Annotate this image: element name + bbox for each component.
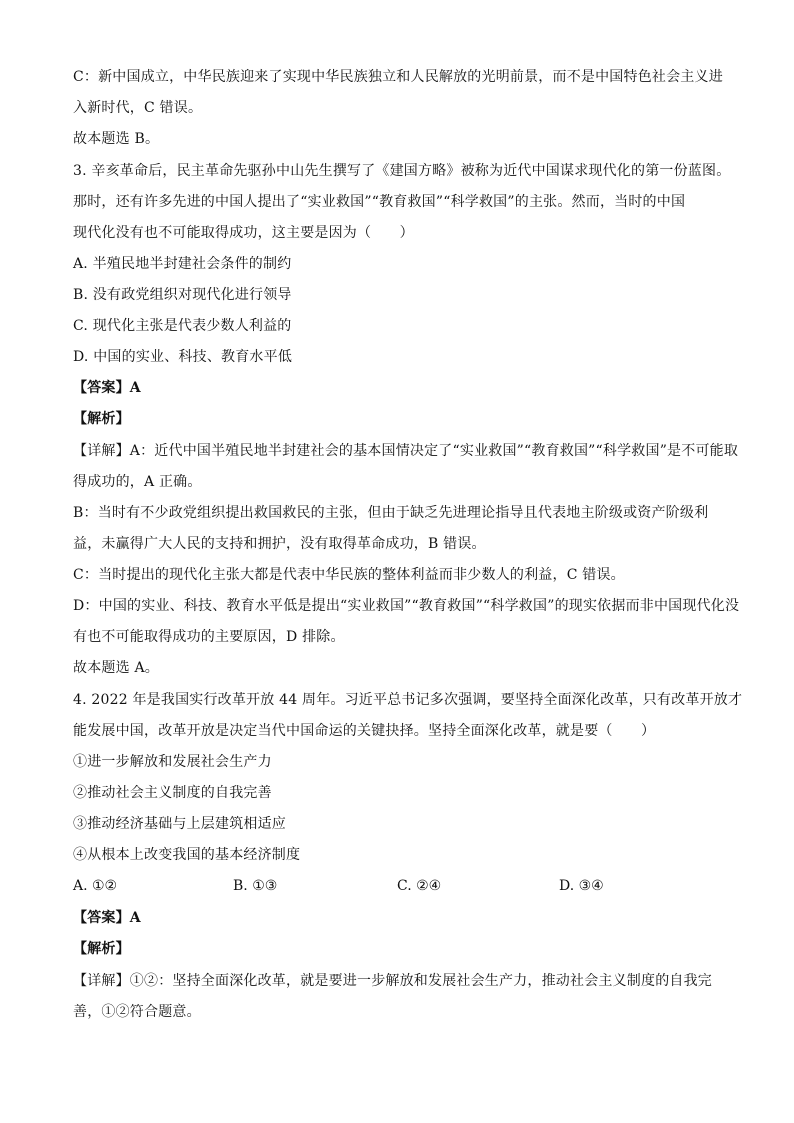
answer-label: 【答案】A [73, 380, 141, 396]
question-3-option-b: B. 没有政党组织对现代化进行领导 [73, 287, 292, 303]
explanation-line: 【详解】①②：坚持全面深化改革，就是要进一步解放和发展社会生产力，推动社会主义制度的自我完 [73, 973, 712, 989]
explanation-line: 善，①②符合题意。 [73, 1004, 201, 1020]
question-3-option-d: D. 中国的实业、科技、教育水平低 [73, 349, 293, 365]
explanation-line: 得成功的，A 正确。 [73, 474, 202, 490]
question-3-stem: 现代化没有也不可能取得成功，这主要是因为（ ） [73, 225, 414, 241]
explanation-line: 益，未赢得广大人民的支持和拥护，没有取得革命成功，B 错误。 [73, 536, 486, 552]
question-4-option-c: C. ②④ [397, 878, 442, 894]
question-4-statement: ②推动社会主义制度的自我完善 [73, 785, 272, 801]
analysis-label: 【解析】 [73, 941, 130, 957]
question-4-stem: 4. 2022 年是我国实行改革开放 44 周年。习近平总书记多次强调，要坚持全面深化改革，只有改革开放才 [73, 692, 743, 708]
text-line: C：新中国成立，中华民族迎来了实现中华民族独立和人民解放的光明前景，而不是中国特色社会主义进 [73, 69, 723, 85]
explanation-line: 有也不可能取得成功的主要原因，D 排除。 [73, 629, 345, 645]
question-4-option-d: D. ③④ [559, 878, 604, 894]
explanation-line: D：中国的实业、科技、教育水平低是提出“实业救国”“教育救国”“科学救国”的现实依据而非中国现代化没 [73, 598, 740, 614]
explanation-line: C：当时提出的现代化主张大都是代表中华民族的整体利益而非少数人的利益，C 错误。 [73, 567, 625, 583]
question-4-statement: ④从根本上改变我国的基本经济制度 [73, 847, 301, 863]
question-3-stem: 那时，还有许多先进的中国人提出了“实业救国”“教育救国”“科学救国”的主张。然而，当时的中国 [73, 194, 686, 210]
question-3-option-a: A. 半殖民地半封建社会条件的制约 [73, 256, 292, 272]
question-3-option-c: C. 现代化主张是代表少数人利益的 [73, 318, 292, 334]
question-4-option-b: B. ①③ [233, 878, 278, 894]
question-3-stem: 3. 辛亥革命后，民主革命先驱孙中山先生撰写了《建国方略》被称为近代中国谋求现代化的第一份蓝图。 [73, 163, 731, 179]
text-line: 入新时代，C 错误。 [73, 100, 203, 116]
text-line: 故本题选 B。 [73, 131, 160, 147]
question-4-statement: ①进一步解放和发展社会生产力 [73, 754, 272, 770]
explanation-line: B：当时有不少政党组织提出救国救民的主张，但由于缺乏先进理论指导且代表地主阶级或资产阶级利 [73, 505, 709, 521]
answer-label: 【答案】A [73, 910, 141, 926]
question-4-statement: ③推动经济基础与上层建筑相适应 [73, 816, 286, 832]
analysis-label: 【解析】 [73, 411, 130, 427]
question-4-stem: 能发展中国，改革开放是决定当代中国命运的关键抉择。坚持全面深化改革，就是要（ ） [73, 723, 656, 739]
explanation-line: 【详解】A：近代中国半殖民地半封建社会的基本国情决定了“实业救国”“教育救国”“科学救国”是不可能取 [73, 443, 739, 459]
text-line: 故本题选 A。 [73, 660, 159, 676]
question-4-option-a: A. ①② [73, 878, 118, 894]
